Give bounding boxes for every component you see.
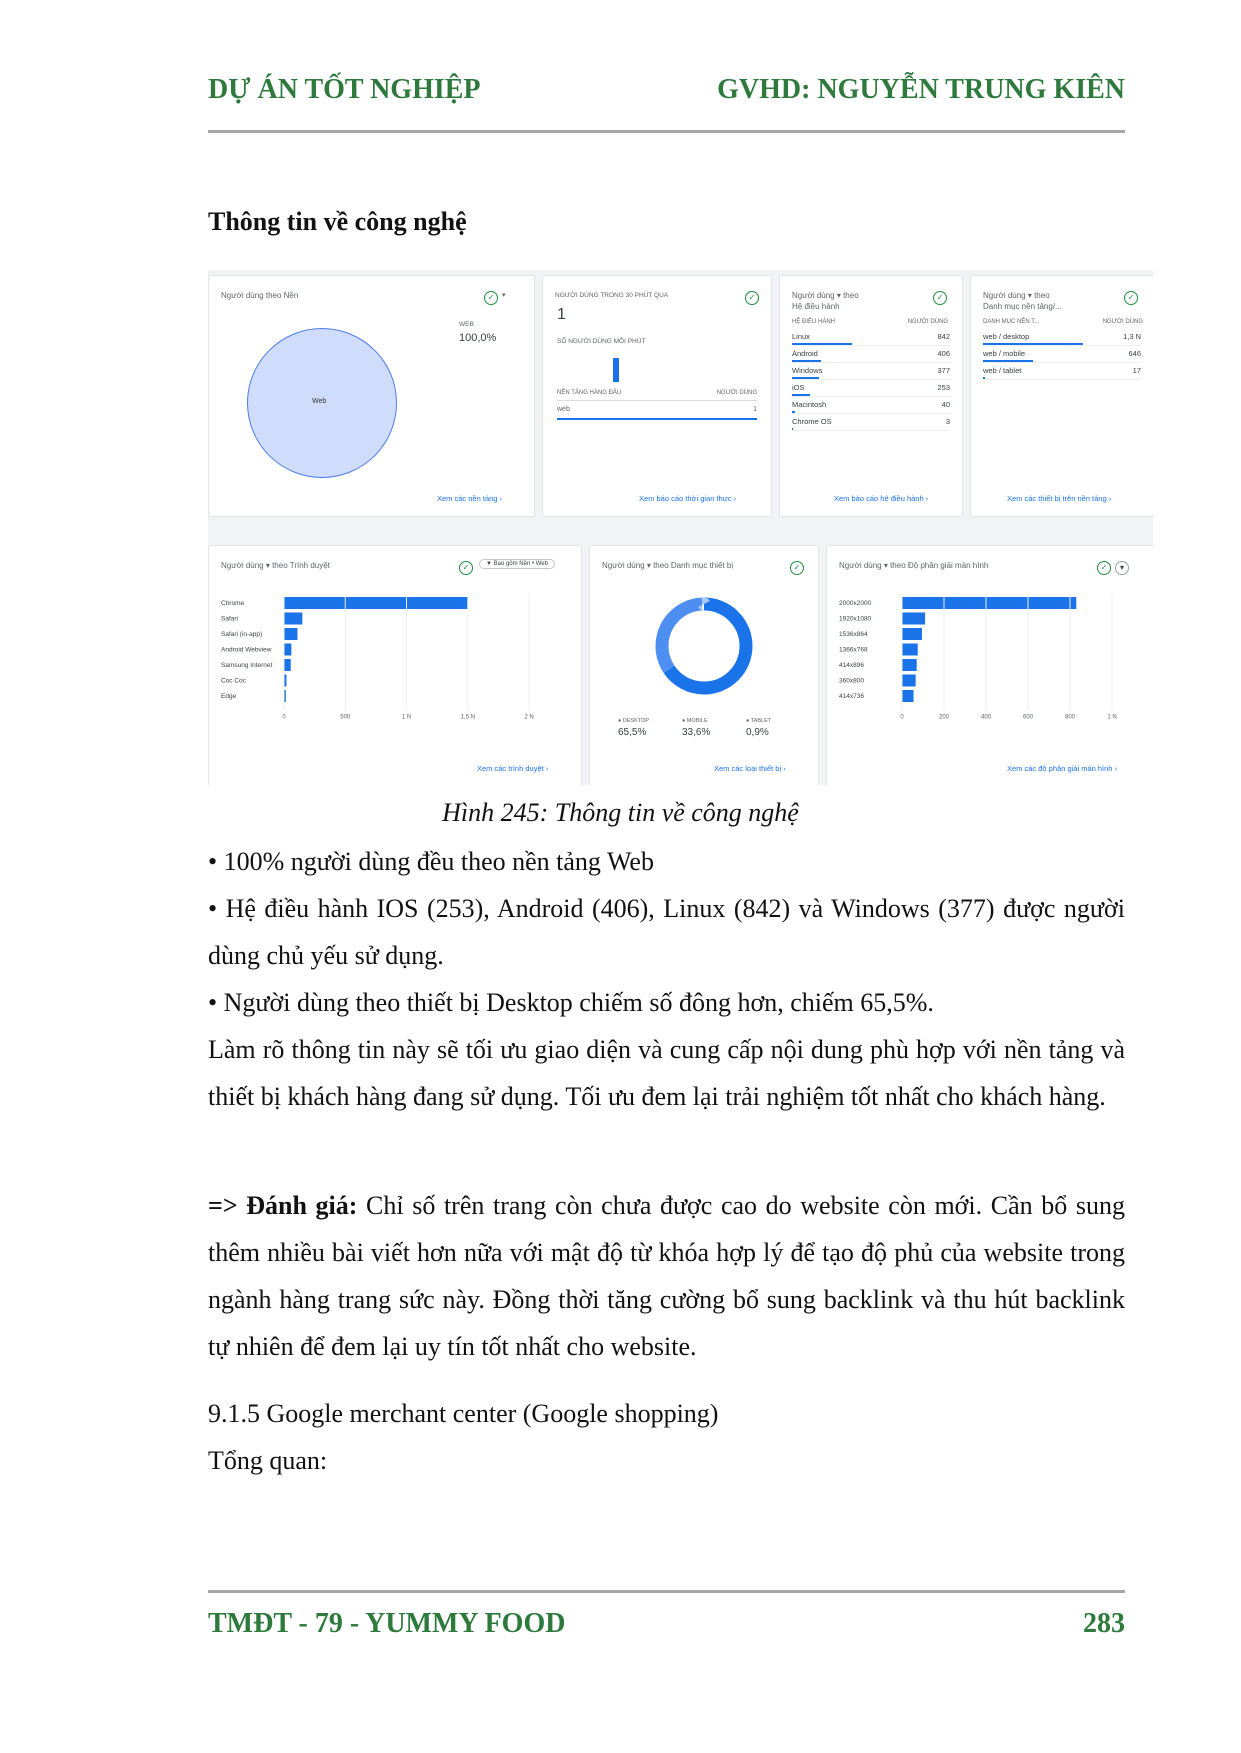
bar-label: Chrome <box>221 600 245 607</box>
os-row-divider <box>792 379 950 380</box>
bar <box>284 597 468 609</box>
resolution-bar-chart <box>827 586 1153 785</box>
resolution-link-label: Xem các độ phân giải màn hình <box>1007 764 1113 773</box>
legend-name: ● TABLET <box>746 718 772 724</box>
chevron-down-icon[interactable]: ▾ <box>502 292 506 299</box>
filter-chip-label: Bao gồm Nền • Web <box>493 561 548 567</box>
subsection-title: 9.1.5 Google merchant center (Google shopping) <box>208 1399 719 1428</box>
pd-link[interactable]: Xem các thiết bị trên nền tảng › <box>1007 494 1112 503</box>
resolution-link[interactable]: Xem các độ phân giải màn hình › <box>1007 764 1118 773</box>
check-icon: ✓ <box>1124 291 1138 305</box>
legend-value: 65,5% <box>618 727 647 738</box>
os-row-divider <box>792 362 950 363</box>
figure-caption: Hình 245: Thông tin về công nghệ <box>442 798 799 827</box>
realtime-card-title: NGƯỜI DÙNG TRONG 30 PHÚT QUA <box>555 292 669 299</box>
evaluation-paragraph <box>208 1182 1125 1370</box>
bar <box>284 613 302 625</box>
section-title: Thông tin về công nghệ <box>208 207 467 236</box>
pd-col2: NGƯỜI DÙNG <box>1102 319 1143 325</box>
os-row-divider <box>792 396 950 397</box>
tick-label: 600 <box>1022 714 1034 721</box>
bullet-1: • 100% người dùng đều theo nền tảng Web <box>208 847 654 876</box>
realtime-card <box>542 275 772 517</box>
device-link-label: Xem các loại thiết bị <box>714 764 782 773</box>
os-row-divider <box>792 430 950 431</box>
pd-row-divider <box>983 379 1141 380</box>
tick-label: 1,5 N <box>460 714 475 721</box>
platform-card <box>208 275 535 517</box>
pd-title-line1: Người dùng ▾ theo <box>983 291 1050 300</box>
divider <box>557 400 757 401</box>
browser-bar-chart <box>209 586 581 785</box>
bullet-2: • Hệ điều hành IOS (253), Android (406), Linux (842) và Windows (377) được người dùng chủ yếu sử dụng. <box>208 894 1125 970</box>
bar <box>284 644 291 656</box>
os-link[interactable]: Xem báo cáo hệ điều hành › <box>834 494 929 503</box>
tick-label: 0 <box>900 714 904 721</box>
page-number: 283 <box>1083 1608 1125 1639</box>
platform-card-title: Người dùng theo Nền <box>221 291 299 300</box>
legend-value: 33,6% <box>682 727 711 738</box>
os-row-label: iOS <box>792 383 805 392</box>
pd-link-label: Xem các thiết bị trên nền tảng <box>1007 494 1107 503</box>
os-row-value: 253 <box>937 383 950 392</box>
check-icon: ✓ <box>484 291 498 305</box>
per-minute-bar <box>613 358 619 382</box>
os-col2: NGƯỜI DÙNG <box>907 319 948 325</box>
bar <box>902 675 916 687</box>
legend-value: 0,9% <box>746 727 769 738</box>
bullet-3: • Người dùng theo thiết bị Desktop chiếm số đông hơn, chiếm 65,5%. <box>208 988 934 1017</box>
realtime-link[interactable]: Xem báo cáo thời gian thực › <box>639 494 737 503</box>
platform-device-card-title <box>983 290 1062 312</box>
os-row-divider <box>792 345 950 346</box>
legend-label: WEB <box>459 321 474 328</box>
resolution-card <box>826 545 1153 785</box>
os-row-value: 377 <box>937 366 950 375</box>
footer-left: TMĐT - 79 - YUMMY FOOD <box>208 1608 566 1639</box>
pd-row-value: 17 <box>1132 366 1141 375</box>
tick-label: 2 N <box>524 714 534 721</box>
per-minute-label: SỐ NGƯỜI DÙNG MỖI PHÚT <box>557 338 646 345</box>
browser-link-label: Xem các trình duyệt <box>477 764 544 773</box>
realtime-row-bar <box>557 418 757 420</box>
bar-label: 360x800 <box>839 677 864 685</box>
os-row-value: 406 <box>937 349 950 358</box>
os-card-title <box>792 290 859 312</box>
os-row-value: 40 <box>941 400 950 409</box>
platforms-link[interactable]: Xem các nền tảng › <box>437 494 503 503</box>
pd-row-divider <box>983 345 1141 346</box>
bar-label: 2000x2000 <box>839 600 872 607</box>
header-project-title: DỰ ÁN TỐT NGHIỆP <box>208 74 481 105</box>
device-card-title: Người dùng ▾ theo Danh mục thiết bị <box>602 561 734 570</box>
bar <box>902 628 922 640</box>
device-link[interactable]: Xem các loại thiết bị › <box>714 764 786 773</box>
pie-label: Web <box>312 398 327 405</box>
tick-label: 400 <box>980 714 992 721</box>
tick-label: 1 N <box>1107 714 1117 721</box>
bar-label: 414x736 <box>839 693 864 700</box>
tick-label: 0 <box>282 714 286 721</box>
os-row-label: Windows <box>792 366 823 375</box>
resolution-card-title: Người dùng ▾ theo Độ phân giải màn hình <box>839 561 989 570</box>
bar-label: Android Webview <box>221 646 272 654</box>
evaluation-label: => Đánh giá: <box>208 1191 358 1220</box>
tick-label: 800 <box>1064 714 1076 721</box>
os-card <box>779 275 963 517</box>
os-row-value: 842 <box>937 332 950 341</box>
bar <box>284 628 297 640</box>
realtime-row-label: web <box>557 406 570 413</box>
realtime-value: 1 <box>557 306 566 323</box>
os-title-line2: Hệ điều hành <box>792 302 840 311</box>
os-row-divider <box>792 413 950 414</box>
bar-label: Edge <box>221 693 237 700</box>
filter-icon[interactable]: ▾ <box>1115 561 1129 575</box>
os-row-value: 3 <box>945 417 950 426</box>
tick-label: 200 <box>938 714 950 721</box>
bar-label: Safari <box>221 615 238 623</box>
header-rule <box>208 130 1125 133</box>
evaluation-text: Chỉ số trên trang còn chưa được cao do website còn mới. Cần bổ sung thêm nhiều bài viết hơn nữa với mật độ từ khóa hợp lý để tạo độ phủ của website trong ngành hàng trang sức này. Đồng thời tăng cường bổ sung backlink và thu hút backlink tự nhiên để đem lại uy tín tốt nhất cho website. <box>208 1191 1125 1361</box>
device-donut <box>590 591 818 711</box>
bar-label: 414x896 <box>839 662 864 669</box>
bar-label: 1920x1080 <box>839 615 872 623</box>
os-title-line1: Người dùng ▾ theo <box>792 291 859 300</box>
bar <box>902 690 914 702</box>
header-advisor: GVHD: NGUYỄN TRUNG KIÊN <box>717 74 1125 105</box>
pd-row-value: 1,3 N <box>1123 332 1141 341</box>
footer-rule <box>208 1590 1125 1593</box>
pd-row-divider <box>983 362 1141 363</box>
pd-title-line2: Danh mục nền tảng/... <box>983 302 1062 311</box>
platforms-link-label: Xem các nền tảng <box>437 494 498 503</box>
browser-card-title: Người dùng ▾ theo Trình duyệt <box>221 561 330 570</box>
bar <box>902 597 1076 609</box>
bar-label: Coc Coc <box>221 677 246 685</box>
os-row-label: Macintosh <box>792 400 827 409</box>
pd-row-label: web / mobile <box>983 349 1026 358</box>
legend-value: 100,0% <box>459 332 497 344</box>
tick-label: 500 <box>340 714 351 721</box>
bar <box>902 644 918 656</box>
os-col1: HỆ ĐIỀU HÀNH <box>792 319 836 325</box>
bar-label: 1366x768 <box>839 646 868 654</box>
realtime-row-value: 1 <box>753 406 757 413</box>
realtime-col1: NỀN TẢNG HÀNG ĐẦU <box>557 390 622 396</box>
os-link-label: Xem báo cáo hệ điều hành <box>834 494 924 503</box>
platform-device-card <box>970 275 1153 517</box>
check-icon: ✓ <box>745 291 759 305</box>
check-icon: ✓ <box>459 561 473 575</box>
pd-row-label: web / tablet <box>983 366 1022 375</box>
bar-label: Safari (in-app) <box>221 631 263 638</box>
realtime-link-label: Xem báo cáo thời gian thực <box>639 494 732 503</box>
bar <box>902 659 917 671</box>
device-card <box>589 545 819 785</box>
legend-name: ● DESKTOP <box>618 718 650 724</box>
filter-chip[interactable]: ▼ Bao gồm Nền • Web <box>479 559 555 569</box>
check-icon: ✓ <box>790 561 804 575</box>
os-row-label: Android <box>792 349 818 358</box>
bar <box>284 659 291 671</box>
browser-card <box>208 545 582 785</box>
legend-name: ● MOBILE <box>682 718 708 724</box>
analytics-screenshot <box>208 270 1153 785</box>
os-row-label: Linux <box>792 332 810 341</box>
overview-label: Tổng quan: <box>208 1446 328 1475</box>
bar <box>902 613 925 625</box>
pd-row-label: web / desktop <box>983 332 1030 341</box>
check-icon: ✓ <box>933 291 947 305</box>
bar-label: 1536x864 <box>839 631 868 638</box>
bar-label: Samsung Internet <box>221 662 273 669</box>
browser-link[interactable]: Xem các trình duyệt › <box>477 764 549 773</box>
paragraph-1: Làm rõ thông tin này sẽ tối ưu giao diện và cung cấp nội dung phù hợp với nền tảng và thiết bị khách hàng đang sử dụng. Tối ưu đem lại trải nghiệm tốt nhất cho khách hàng. <box>208 1035 1125 1111</box>
tick-label: 1 N <box>401 714 412 721</box>
pd-row-value: 646 <box>1128 349 1141 358</box>
realtime-col2: NGƯỜI DÙNG <box>716 390 757 396</box>
check-icon: ✓ <box>1097 561 1111 575</box>
os-row-label: Chrome OS <box>792 417 832 426</box>
pd-col1: DANH MỤC NỀN T... <box>983 319 1040 325</box>
